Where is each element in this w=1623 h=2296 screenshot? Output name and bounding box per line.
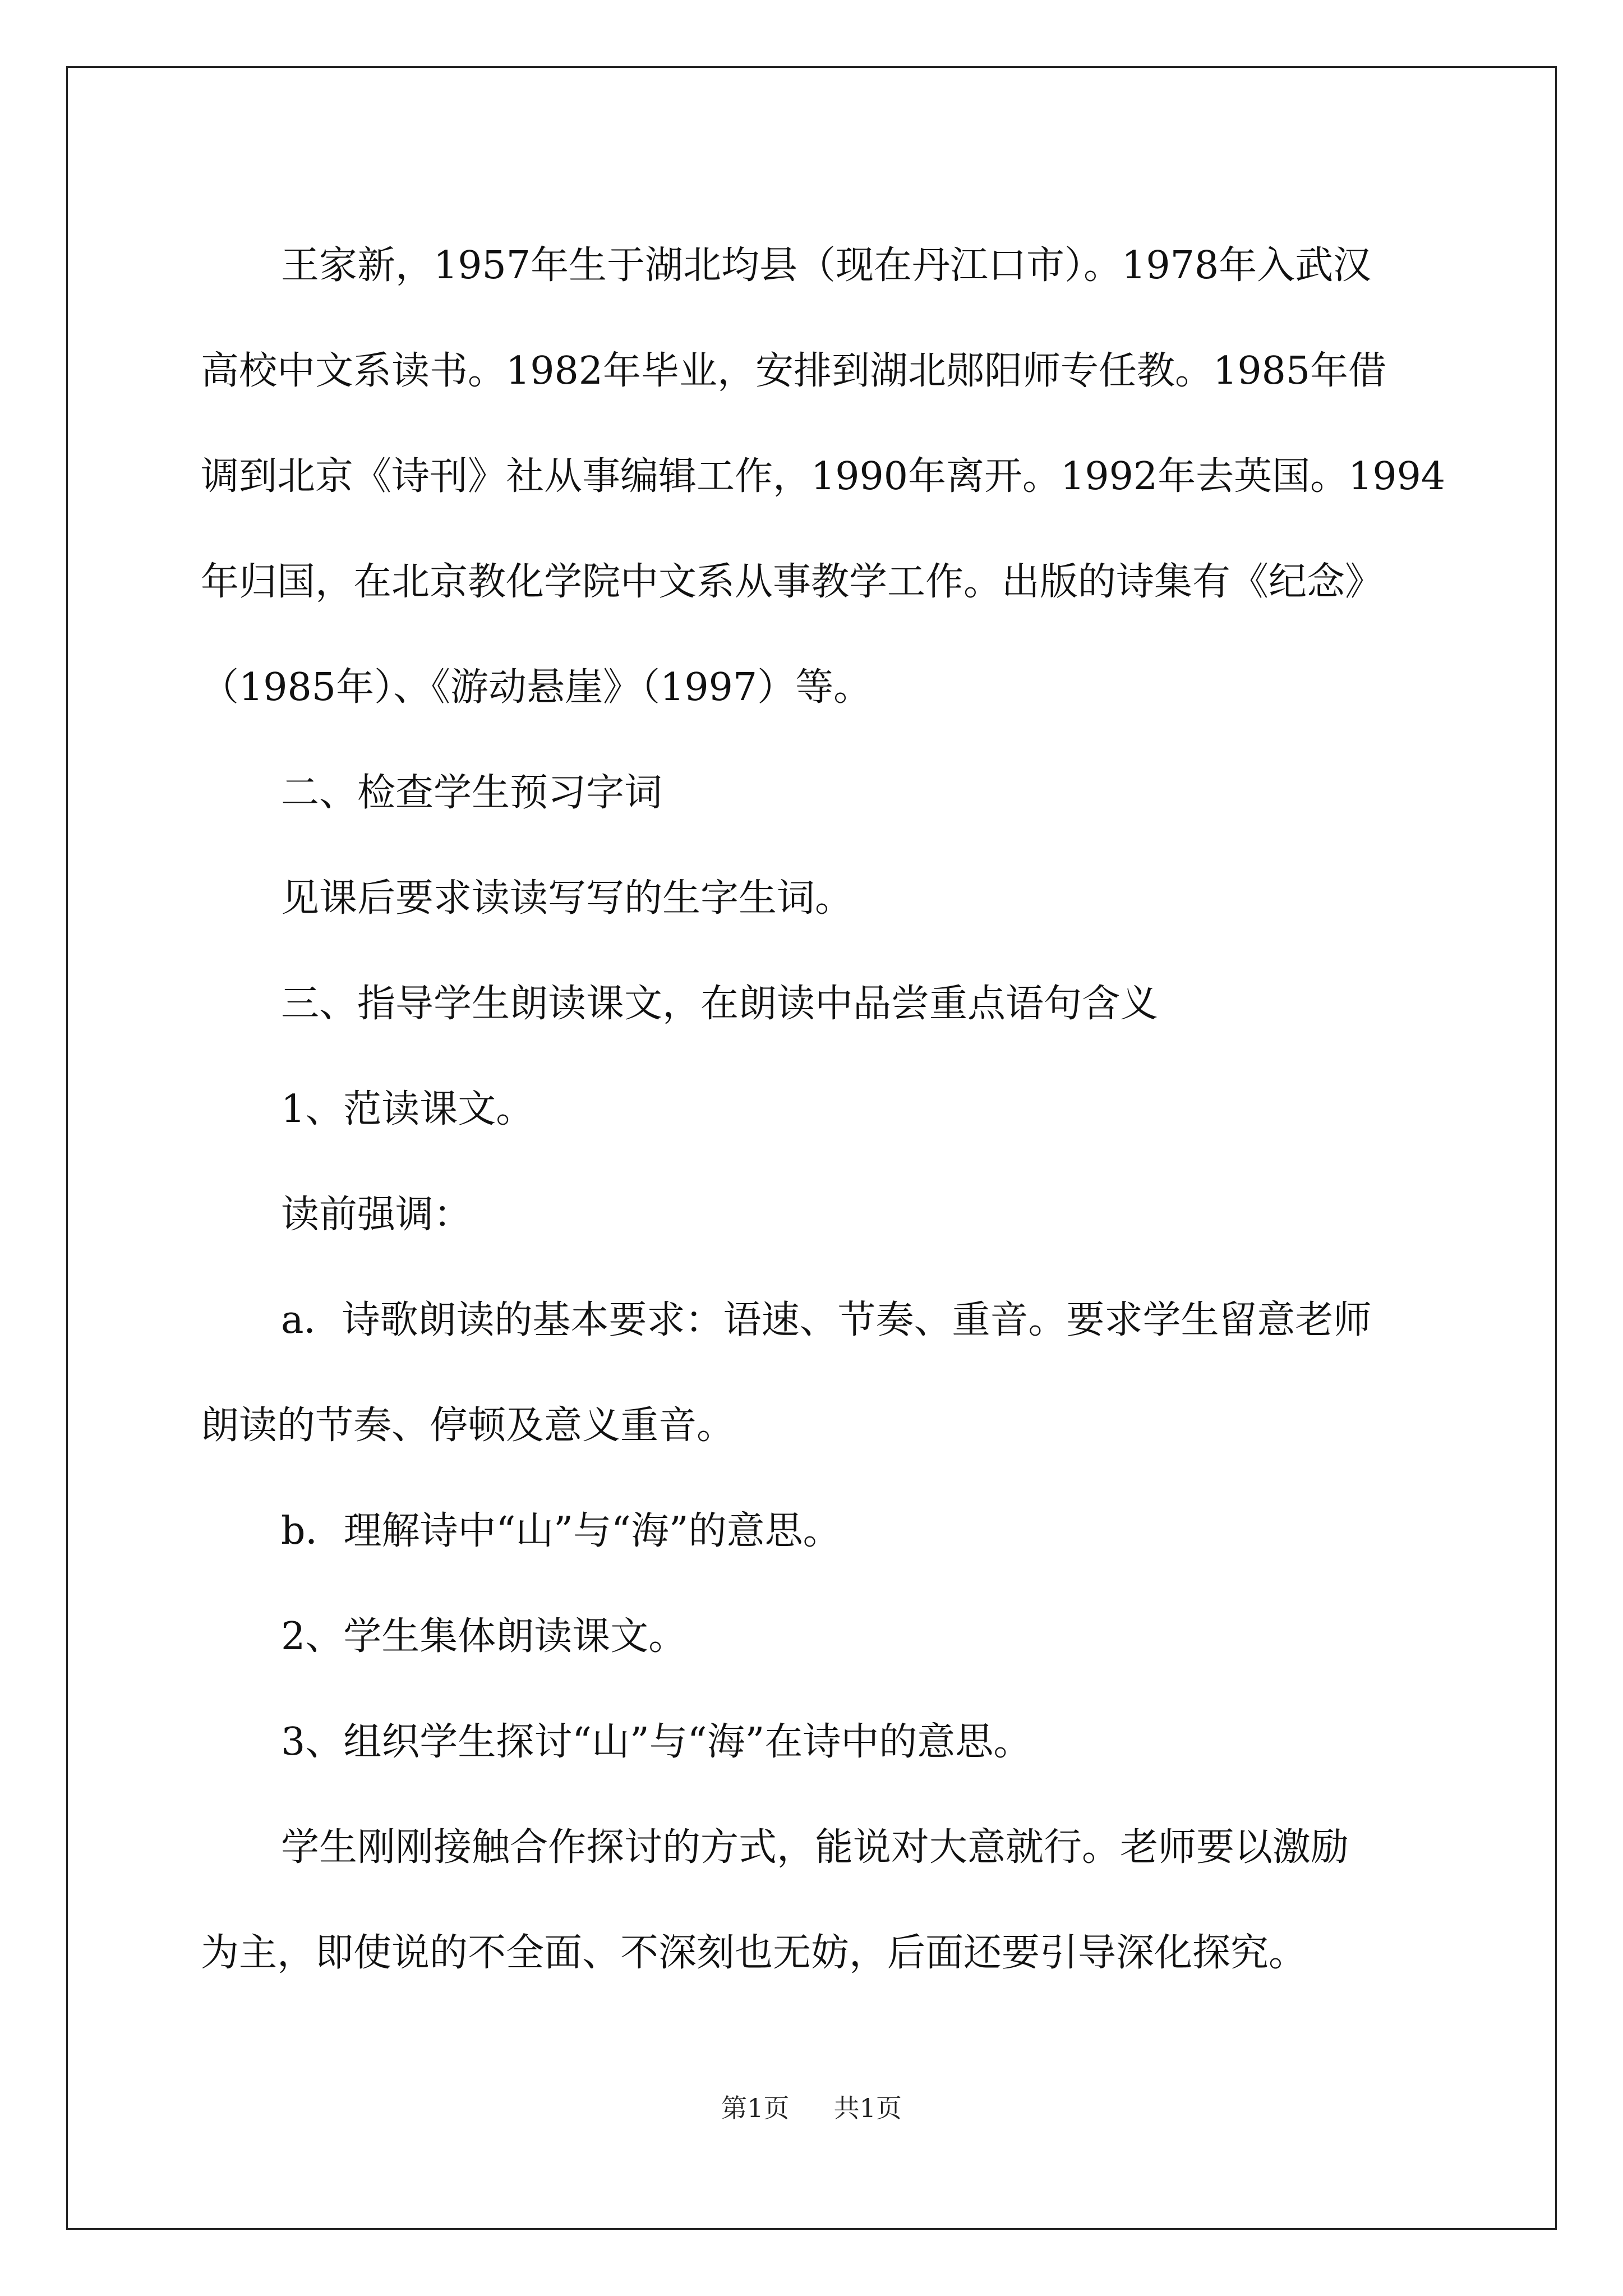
page-total: 共1页 — [833, 2093, 902, 2123]
paragraph — [201, 1795, 1435, 2006]
text-line: 读前强调： — [281, 1193, 472, 1237]
paragraph — [201, 1690, 1435, 1795]
paragraph — [201, 1584, 1435, 1690]
text-line: 3、组织学生探讨“山”与“海”在诗中的意思。 — [281, 1720, 1032, 1764]
document-body — [201, 213, 1446, 2006]
text-line: 三、指导学生朗读课文，在朗读中品尝重点语句含义 — [281, 982, 1159, 1026]
paragraph — [201, 1057, 1435, 1162]
text-line: b．理解诗中“山”与“海”的意思。 — [281, 1509, 841, 1553]
text-line: 为主，即使说的不全面、不深刻也无妨，后面还要引导深化探究。 — [201, 1931, 1307, 1975]
paragraph — [201, 213, 1446, 740]
text-line: 学生刚刚接触合作探讨的方式，能说对大意就行。老师要以激励 — [281, 1825, 1349, 1870]
text-line: 二、检查学生预习字词 — [281, 771, 663, 815]
text-line: 年归国，在北京教化学院中文系从事教学工作。出版的诗集有《纪念》 — [201, 560, 1384, 604]
text-line: 调到北京《诗刊》社从事编辑工作，1990年离开。1992年去英国。1994 — [201, 454, 1446, 499]
text-line: 2、学生集体朗读课文。 — [281, 1614, 687, 1659]
page-number: 第1页 — [721, 2093, 790, 2123]
text-line: 1、范读课文。 — [281, 1087, 534, 1131]
text-line: 见课后要求读读写写的生字生词。 — [281, 876, 854, 921]
paragraph — [201, 1162, 1435, 1268]
text-line: a．诗歌朗读的基本要求：语速、节奏、重音。要求学生留意老师 — [281, 1298, 1372, 1342]
paragraph — [201, 1479, 1435, 1584]
paragraph — [201, 740, 1435, 846]
page-footer — [0, 2091, 1623, 2125]
text-line: 王家新，1957年生于湖北均县（现在丹江口市）。1978年入武汉 — [281, 243, 1372, 288]
text-line: 高校中文系读书。1982年毕业，安排到湖北郧阳师专任教。1985年借 — [201, 349, 1387, 393]
paragraph — [201, 951, 1435, 1057]
paragraph — [201, 846, 1435, 951]
paragraph — [201, 1268, 1435, 1479]
text-line: （1985年）、《游动悬崖》（1997）等。 — [201, 665, 872, 710]
text-line: 朗读的节奏、停顿及意义重音。 — [201, 1404, 735, 1448]
